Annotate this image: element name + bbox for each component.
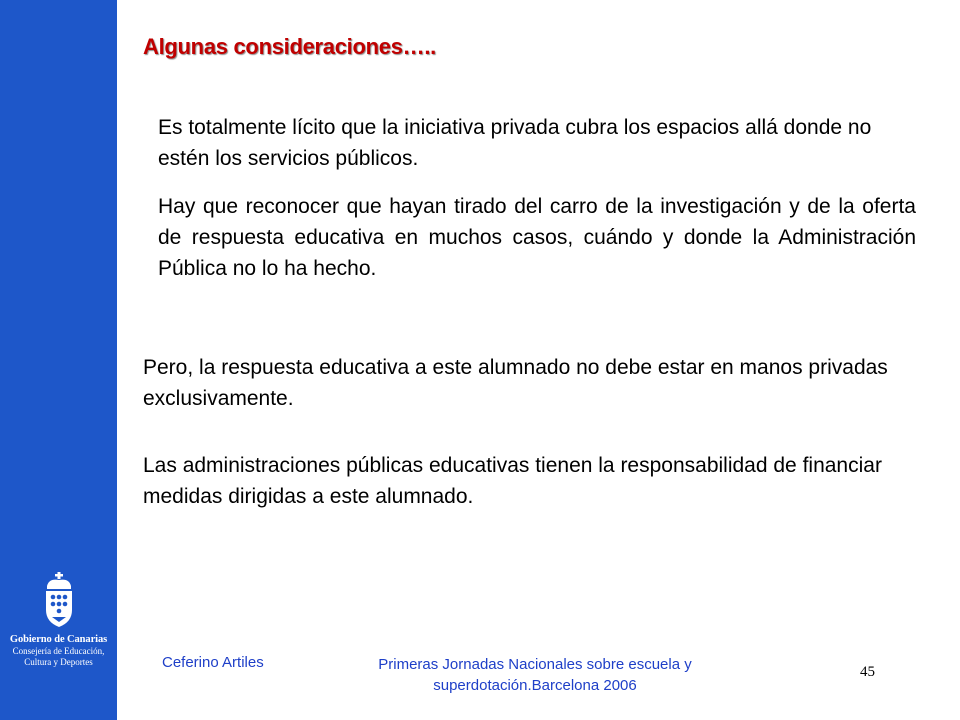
page-number: 45	[860, 664, 875, 680]
paragraph-4: Las administraciones públicas educativas tienen la responsabilidad de financiar medidas dirigidas a este alumnado.	[143, 454, 882, 508]
logo-name: Gobierno de Canarias	[9, 634, 108, 645]
coat-of-arms-icon	[41, 572, 77, 630]
slide-title: Algunas consideraciones…..	[143, 34, 436, 59]
paragraph-3: Pero, la respuesta educativa a este alumnado no debe estar en manos privadas exclusivamente.	[143, 356, 888, 410]
paragraph-1: Es totalmente lícito que la iniciativa privada cubra los espacios allá donde no estén los servicios públicos.	[158, 116, 872, 170]
footer-event: Primeras Jornadas Nacionales sobre escuela y superdotación.Barcelona 2006	[378, 656, 692, 694]
government-logo	[0, 572, 117, 668]
paragraph-2: Hay que reconocer que hayan tirado del carro de la investigación y de la oferta de respuesta educativa en muchos casos, cuándo y donde la Administración Pública no lo ha hecho.	[158, 195, 916, 280]
sidebar	[0, 0, 117, 720]
logo-subtitle: Consejería de Educación, Cultura y Deportes	[12, 646, 105, 667]
footer-author: Ceferino Artiles	[162, 654, 264, 671]
